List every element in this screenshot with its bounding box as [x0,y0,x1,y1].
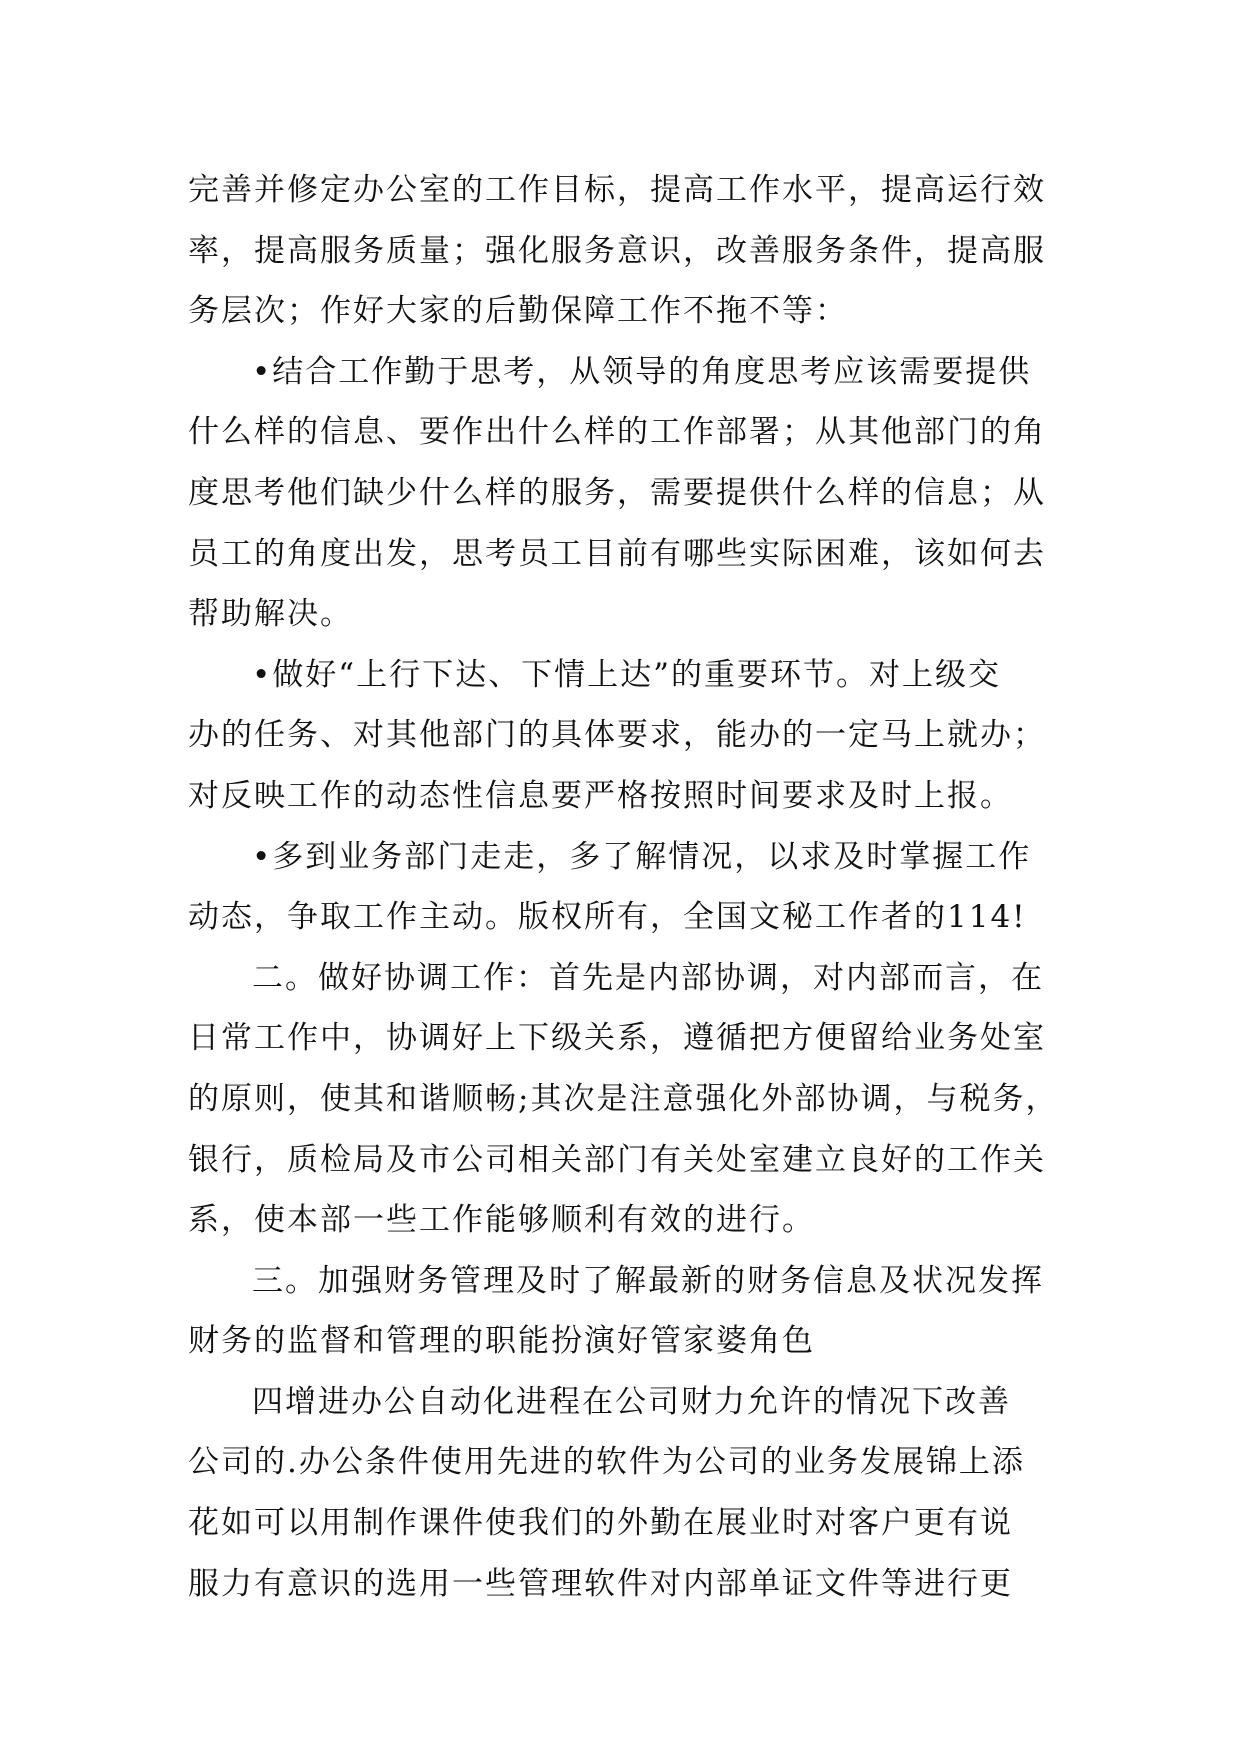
text-line: 银行，质检局及市公司相关部门有关处室建立良好的工作关 [188,1141,1046,1178]
text-line: 度思考他们缺少什么样的服务，需要提供什么样的信息；从 [188,474,1046,511]
text-line: 对反映工作的动态性信息要严格按照时间要求及时上报。 [188,777,1013,814]
text-line: 员工的角度出发，思考员工目前有哪些实际困难，该如何去 [188,535,1046,572]
text-line: 什么样的信息、要作出什么样的工作部署；从其他部门的角 [188,414,1046,451]
body-text [188,160,1068,1614]
section-heading-line: 四增进办公自动化进程在公司财力允许的情况下改善 [252,1383,1011,1420]
section-heading-line: 二。做好协调工作：首先是内部协调，对内部而言，在 [252,959,1044,996]
text-line: 的原则，使其和谐顺畅;其次是注意强化外部协调，与税务， [188,1080,1059,1117]
bullet-line: •多到业务部门走走，多了解情况，以求及时掌握工作 [252,838,1032,875]
text-line: 帮助解决。 [188,596,353,633]
text-line: 日常工作中，协调好上下级关系，遵循把方便留给业务处室 [188,1020,1046,1057]
text-line: 公司的.办公条件使用先进的软件为公司的业务发展锦上添 [188,1444,1025,1481]
text-line: 办的任务、对其他部门的具体要求，能办的一定马上就办； [188,717,1046,754]
text-line: 系，使本部一些工作能够顺利有效的进行。 [188,1202,815,1239]
text-line: 动态，争取工作主动。版权所有，全国文秘工作者的114! [188,899,1027,936]
text-line: 服力有意识的选用一些管理软件对内部单证文件等进行更 [188,1565,1013,1602]
bullet-line: •结合工作勤于思考，从领导的角度思考应该需要提供 [252,353,1032,390]
bullet-line: •做好“上行下达、下情上达”的重要环节。对上级交 [252,656,1001,693]
text-line: 花如可以用制作课件使我们的外勤在展业时对客户更有说 [188,1505,1013,1542]
text-line: 财务的监督和管理的职能扮演好管家婆角色 [188,1323,815,1360]
text-line: 率，提高服务质量；强化服务意识，改善服务条件，提高服 [188,232,1046,269]
text-line: 务层次；作好大家的后勤保障工作不拖不等： [188,293,848,330]
section-heading-line: 三。加强财务管理及时了解最新的财务信息及状况发挥 [252,1262,1044,1299]
text-line: 完善并修定办公室的工作目标，提高工作水平，提高运行效 [188,172,1046,208]
